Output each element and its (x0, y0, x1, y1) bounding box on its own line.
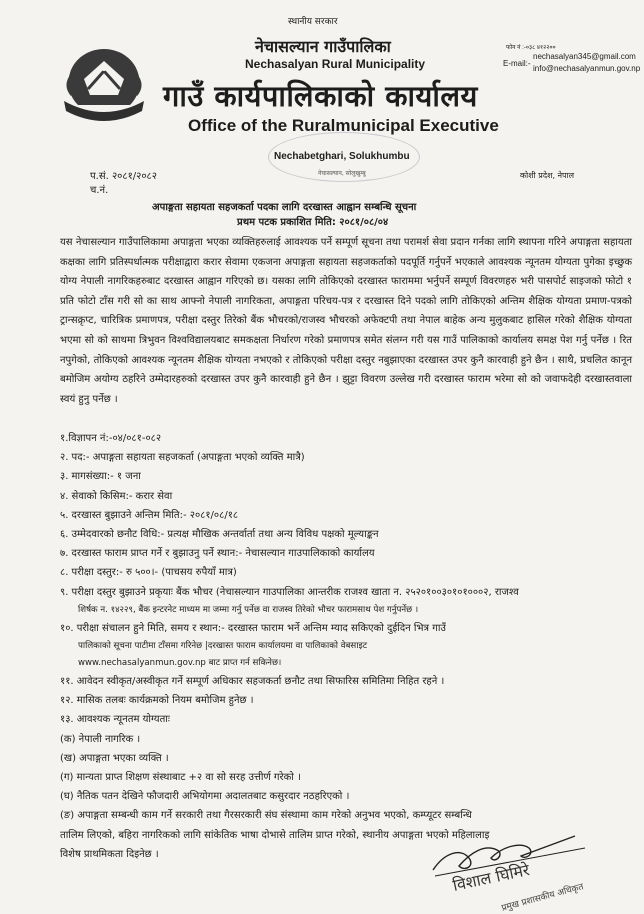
notice-item: तालिम लिएको, बहिरा नागरिकको लागि सांकेतिक भाषा दोभासे तालिम प्राप्त गरेको, स्थानीय अपाङ्गता भएको महिलालाइ (60, 829, 490, 841)
signatory-role: प्रमुख प्रशासकीय अधिकृत (500, 882, 585, 914)
notice-body: यस नेचासल्यान गाउँपालिकामा अपाङ्गता भएका व्यक्तिहरुलाई आवश्यक पर्ने सम्पूर्ण सूचना तथा परामर्श सेवा प्रदान गर्नका लागि स्थापना गरिने अपाङ्गता सहायता कक्षका लागि प्रतिस्पर्धात्मक परीक्षाद्वारा करार सेवामा एकजना अपाङ्गता सहायता सहजकर्ताको पदपूर्ति गर्नुपर्ने भएकाले आवश्यक न्यूनतम योग्यता पुगेका इच्छुक योग्य नेपाली नागरिकहरुबाट दरखास्त आह्वान गरिएको छ। यसका लागि तोकिएको दरखास्त फाराममा भर्नुपर्ने सम्पूर्ण विवरणहरु भरी पासपोर्ट साइजको फोटो १ प्रति फोटो टाँस गरी सो का साथ आफ्नो नेपाली नागरिकता, अपाङ्गता परिचय-पत्र र दरखास्त दिने पदको लागि तोकिएको अन्तिम शैक्षिक योग्यता प्रमाण-पत्रको ट्रान्सक्रृप्ट, चारित्रिक प्रमाणपत्र, परीक्षा दस्तुर तिरेको बैंक भौचरको/राजस्व भौचरको अफेक्टपी तथा नेपाल बाहेक अन्य मुलुकबाट हासिल गरेको शैक्षिक योग्यता भएमा सो को साथमा त्रिभुवन विश्वविद्यालयबाट समकक्षता निर्धारण गरेको प्रमाणपत्र समेत संलग्न गरी यस गाउँ पालिकाको कार्यालय समक्ष पेश गर्नु पर्नेछ । रित नपुगेको, तोकिएको आवश्यक न्यूनतम शैक्षिक योग्यता नभएको र तोकिएको परीक्षा दस्तुर नबुझाएका दरखास्त उपर कुनै कारवाही हुने छैन । साथै, प्रचलित कानून बमोजिम अयोग्य ठहरिने उम्मेदारहरुको दरखास्त उपर कुनै कारवाही हुने छैन । झुट्टा विवरण उल्लेख गरी दरखास्त फाराम भरेमा सो को जवाफदेही दरखास्तवाला स्वयं हुनु पर्नेछ । (60, 237, 632, 405)
notice-item: ७. दरखास्त फाराम प्राप्त गर्ने र बुझाउनु पर्ने स्थान:- नेचासल्यान गाउपालिकाको कार्यालय (60, 548, 375, 560)
phone-number: फोन नं :-०३८ ४१२२०० (506, 45, 556, 51)
notice-item: १३. आवश्यक न्यूनतम योग्यताः (60, 714, 170, 726)
notice-item: (ख) अपाङ्गता भएका व्यक्ति । (60, 752, 169, 764)
notice-item: (क) नेपाली नागरिक । (60, 733, 141, 745)
email-secondary: info@nechasalyanmun.gov.np (533, 64, 641, 73)
notice-item: शिर्षक न. १४२२९, बैंक इन्टरनेट माध्यम मा जम्मा गर्नु पर्नेछ वा राजस्व तिरेको भौचर फारामसाथ पेश गर्नुपर्नेछ । (78, 604, 419, 615)
dispatch-number: च.नं. (90, 185, 109, 196)
notice-item: (ङ) अपाङ्गता सम्बन्धी काम गर्ने सरकारी तथा गैरसरकारी संघ संस्थामा काम गरेको अनुभव भएको, कम्प्यूटर सम्बन्धि (60, 810, 472, 822)
notice-item: www.nechasalyanmun.gov.np बाट प्राप्त गर्न सकिनेछ। (78, 658, 282, 669)
notice-item: ४. सेवाको किसिम:- करार सेवा (60, 490, 173, 502)
province-label: कोशी प्रदेश, नेपाल (520, 171, 575, 180)
reference-number: प.सं. २०८१/२०८२ (90, 171, 157, 182)
notice-item: ८. परीक्षा दस्तुर:- रु ५००।- (पाचसय रुपैयाँ मात्र) (60, 567, 237, 579)
municipality-name-en: Nechasalyan Rural Municipality (245, 57, 426, 71)
notice-item: पालिकाको सूचना पाटीमा टाँसमा गरिनेछ |दरखास्त फाराम कार्यालयमा वा पालिकाको वेबसाइट (78, 641, 368, 652)
notice-item: ९. परीक्षा दस्तुर बुझाउने प्रकृयाः बैंक भौचर (नेचासल्यान गाउपालिका आन्तरीक राजश्व खाता न. २५२०१००३०१०१०००२, राजश्व (60, 586, 519, 598)
email-primary: nechasalyan345@gmail.com (533, 52, 636, 61)
office-title-np: गाउँ कार्यपालिकाको कार्यालय (163, 79, 478, 113)
notice-item: ११. आवेदन स्वीकृत/अस्वीकृत गर्ने सम्पूर्ण अधिकार सहजकर्ता छनौट तथा सिफारिस समितिमा निहित रहने । (60, 676, 445, 688)
notice-item: (ग) मान्यता प्राप्त शिक्षण संस्थाबाट +२ वा सो सरह उत्तीर्ण गरेको । (60, 772, 301, 784)
stamp-text: नेचासल्यान, सोलुखुम्बु (318, 170, 366, 177)
notice-title: अपाङ्गता सहायता सहजकर्ता पदका लागि दरखास्त आह्वान सम्बन्धि सूचना (152, 202, 417, 213)
signatory-name: विशाल घिमिरे (450, 860, 532, 895)
office-title-en: Office of the Ruralmunicipal Executive (188, 116, 499, 135)
notice-item: १२. मासिक तलबः कार्यक्रमको नियम बमोजिम हुनेछ । (60, 695, 254, 707)
notice-item: ३. मागसंख्या:- १ जना (60, 471, 141, 483)
email-label: E-mail:- (503, 59, 531, 68)
notice-subtitle: प्रथम पटक प्रकाशित मिति: २०८१/०८/०४ (237, 217, 389, 228)
notice-item: ५. दरखास्त बुझाउने अन्तिम मिति:- २०८१/०८/१८ (60, 509, 239, 521)
notice-item: ६. उम्मेदवारको छनौट विधि:- प्रत्यक्ष मौखिक अन्तर्वार्ता तथा अन्य विविध पक्षको मूल्याङ्कन (60, 529, 379, 541)
notice-item: १.विज्ञापन नं:-०४/०८१-०८२ (60, 433, 162, 444)
notice-item: २. पद:- अपाङ्गता सहायता सहजकर्ता (अपाङ्गता भएको व्यक्ति मात्रै) (60, 452, 305, 464)
notice-items (60, 429, 632, 864)
municipality-name-np: नेचासल्यान गाउँपालिका (255, 37, 391, 56)
office-location: Nechabetghari, Solukhumbu (274, 151, 410, 162)
notice-item: (घ) नैतिक पतन देखिने फौजदारी अभियोगमा अदालतबाट कसुरदार नठहरिएको । (60, 791, 350, 803)
nepal-emblem-icon (58, 45, 150, 127)
notice-item: १०. परीक्षा संचालन हुने मिति, समय र स्थान:- दरखास्त फाराम भर्ने अन्तिम म्याद सकिएको दुईदिन भित्र गाउँ (60, 622, 446, 634)
gov-label: स्थानीय सरकार (288, 17, 338, 27)
notice-item: विशेष प्राथमिकता दिइनेछ । (60, 848, 159, 860)
